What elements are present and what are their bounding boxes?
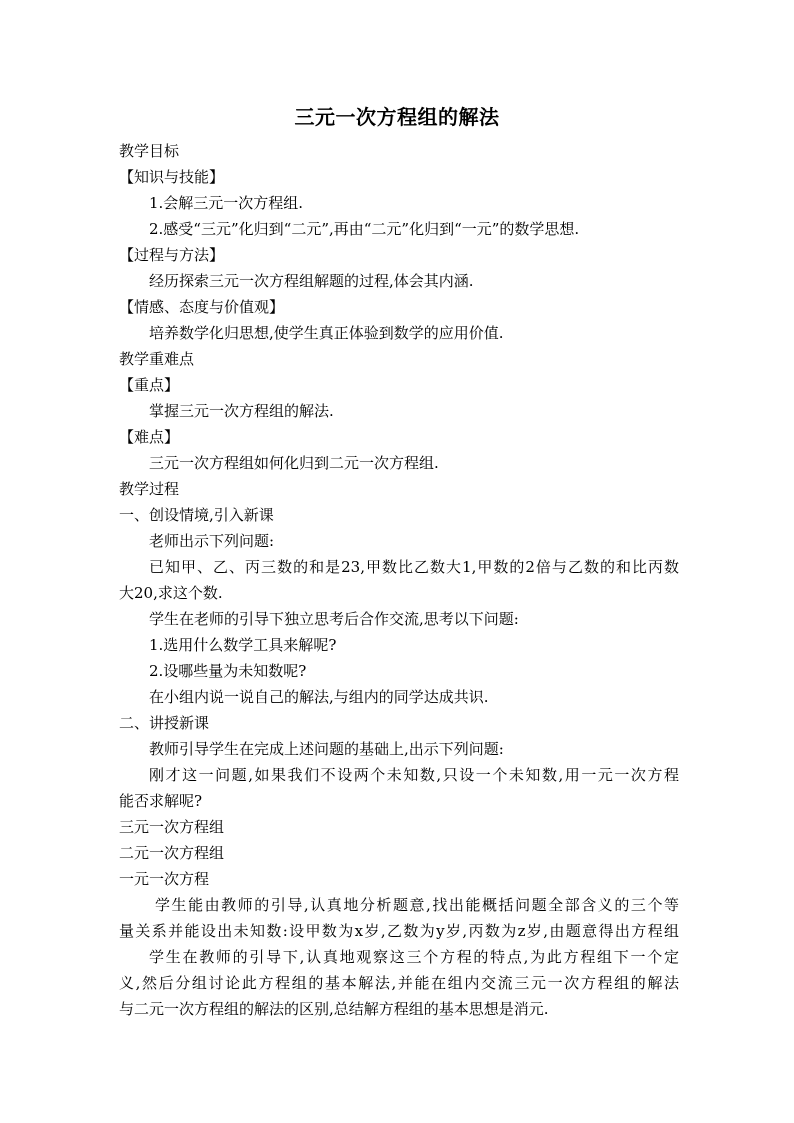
document-body xyxy=(119,138,679,1022)
text-line: 教学目标 xyxy=(119,142,180,160)
text-line: 二、讲授新课 xyxy=(119,714,210,732)
text-line: 1.选用什么数学工具来解呢? xyxy=(149,636,337,654)
text-line: 刚才这一问题,如果我们不设两个未知数,只设一个未知数,用一元一次方程 xyxy=(149,766,679,784)
text-line: 【重点】 xyxy=(119,376,180,394)
text-line: 学生在教师的引导下,认真地观察这三个方程的特点,为此方程组下一个定 xyxy=(149,948,679,966)
text-line: 教学过程 xyxy=(119,480,180,498)
text-line: 老师出示下列问题: xyxy=(149,532,275,550)
text-line: 能否求解呢? xyxy=(119,792,203,810)
text-line: 与二元一次方程组的解法的区别,总结解方程组的基本思想是消元. xyxy=(119,1000,549,1018)
text-line: 教师引导学生在完成上述问题的基础上,出示下列问题: xyxy=(149,740,504,758)
text-line: 量关系并能设出未知数:设甲数为x岁,乙数为y岁,丙数为z岁,由题意得出方程组 xyxy=(119,922,679,940)
text-line: 教学重难点 xyxy=(119,350,195,368)
text-line: 1.会解三元一次方程组. xyxy=(149,194,304,212)
text-line: 大20,求这个数. xyxy=(119,584,223,602)
text-line: 【难点】 xyxy=(119,428,180,446)
text-line: 【过程与方法】 xyxy=(119,246,225,264)
text-line: 义,然后分组讨论此方程组的基本解法,并能在组内交流三元一次方程组的解法 xyxy=(119,974,679,992)
text-line: 2.设哪些量为未知数呢? xyxy=(149,662,307,680)
text-line: 在小组内说一说自己的解法,与组内的同学达成共识. xyxy=(149,688,489,706)
text-line: 经历探索三元一次方程组解题的过程,体会其内涵. xyxy=(149,272,474,290)
text-line: 一、创设情境,引入新课 xyxy=(119,506,274,524)
text-line: 学生能由教师的引导,认真地分析题意,找出能概括问题全部含义的三个等 xyxy=(155,896,679,914)
text-line: 2.感受“三元”化归到“二元”,再由“二元”化归到“一元”的数学思想. xyxy=(149,220,580,238)
text-line: 学生在老师的引导下独立思考后合作交流,思考以下问题: xyxy=(149,610,519,628)
text-line: 【知识与技能】 xyxy=(119,168,225,186)
text-line: 掌握三元一次方程组的解法. xyxy=(149,402,334,420)
text-line: 三元一次方程组 xyxy=(119,818,225,836)
text-line: 三元一次方程组如何化归到二元一次方程组. xyxy=(149,454,439,472)
text-line: 培养数学化归思想,使学生真正体验到数学的应用价值. xyxy=(149,324,504,342)
text-line: 【情感、态度与价值观】 xyxy=(119,298,285,316)
document-title: 三元一次方程组的解法 xyxy=(294,105,500,129)
text-line: 一元一次方程 xyxy=(119,870,210,888)
text-line: 已知甲、乙、丙三数的和是23,甲数比乙数大1,甲数的2倍与乙数的和比丙数 xyxy=(149,558,679,576)
text-line: 二元一次方程组 xyxy=(119,844,225,862)
